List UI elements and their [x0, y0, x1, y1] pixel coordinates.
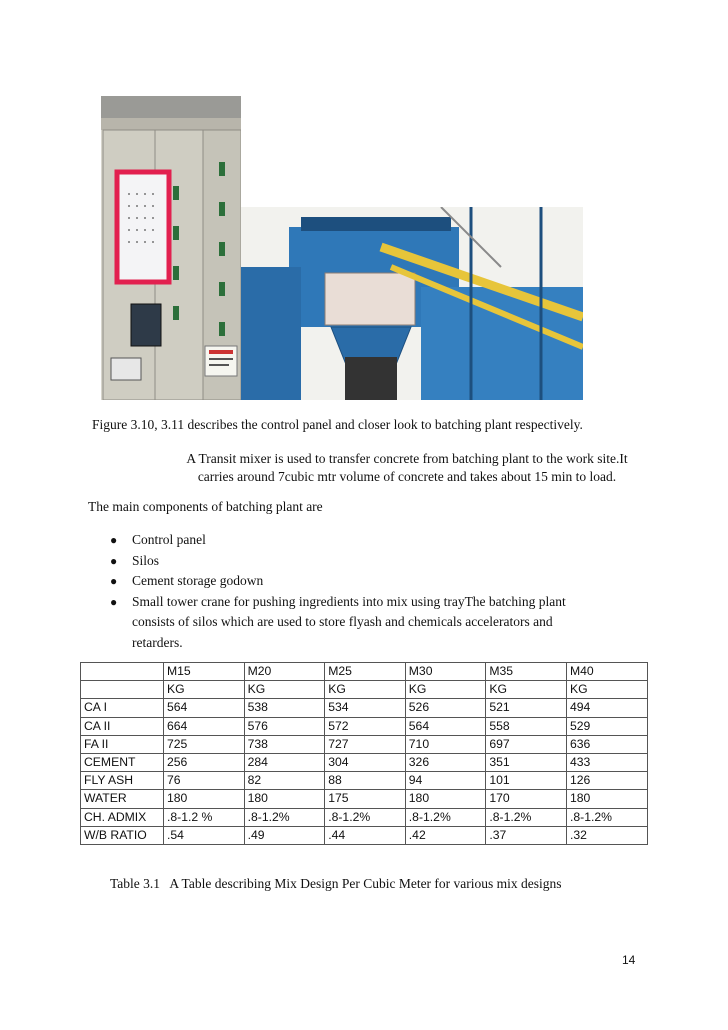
table-cell: 576: [244, 717, 325, 735]
header-cell: M20: [244, 663, 325, 681]
table-cell: .49: [244, 826, 325, 844]
table-cell: WATER: [81, 790, 164, 808]
table-cell: 126: [566, 772, 647, 790]
table-cell: 326: [405, 753, 486, 771]
table-header-row: [81, 663, 648, 681]
table-cell: 180: [405, 790, 486, 808]
table-cell: .54: [164, 826, 245, 844]
list-item: [110, 551, 610, 572]
table-cell: 180: [566, 790, 647, 808]
table-cell: W/B RATIO: [81, 826, 164, 844]
table-cell: 534: [325, 699, 406, 717]
bullet-icon: ●: [110, 533, 118, 547]
header-cell: M35: [486, 663, 567, 681]
table-cell: 521: [486, 699, 567, 717]
table-cell: 697: [486, 735, 567, 753]
table-cell: 175: [325, 790, 406, 808]
batching-plant-photo: [241, 207, 583, 400]
table-cell: .8-1.2%: [486, 808, 567, 826]
table-cell: 664: [164, 717, 245, 735]
bullet-icon: ●: [110, 574, 118, 588]
table-cell: 727: [325, 735, 406, 753]
batching-plant-illustration: [241, 207, 583, 400]
table-cell: 558: [486, 717, 567, 735]
table-cell: 82: [244, 772, 325, 790]
table-cell: 76: [164, 772, 245, 790]
table-cell: 284: [244, 753, 325, 771]
components-intro: The main components of batching plant are: [88, 499, 323, 514]
table-cell: FLY ASH: [81, 772, 164, 790]
table-cell: 494: [566, 699, 647, 717]
table-cell: 636: [566, 735, 647, 753]
table-cell: 572: [325, 717, 406, 735]
list-item-text: retarders.: [132, 634, 183, 650]
table-row: [81, 681, 648, 699]
table-caption: Table 3.1 A Table describing Mix Design Per Cubic Meter for various mix designs: [110, 876, 562, 891]
table-cell: [81, 681, 164, 699]
table-cell: .44: [325, 826, 406, 844]
table-cell: 538: [244, 699, 325, 717]
transit-mixer-paragraph: [147, 450, 667, 486]
table-cell: CA II: [81, 717, 164, 735]
table-cell: .8-1.2%: [566, 808, 647, 826]
header-cell: M25: [325, 663, 406, 681]
table-cell: 180: [164, 790, 245, 808]
table-cell: 526: [405, 699, 486, 717]
table-cell: 180: [244, 790, 325, 808]
table-cell: .8-1.2 %: [164, 808, 245, 826]
table-cell: 710: [405, 735, 486, 753]
table-row: [81, 826, 648, 844]
table-row: [81, 699, 648, 717]
table-cell: CEMENT: [81, 753, 164, 771]
figure-caption: Figure 3.10, 3.11 describes the control panel and closer look to batching plant respectively.: [92, 417, 583, 432]
table-cell: KG: [244, 681, 325, 699]
table-cell: FA II: [81, 735, 164, 753]
header-cell: [81, 663, 164, 681]
header-cell: M30: [405, 663, 486, 681]
table-row: [81, 753, 648, 771]
list-item-text: Cement storage godown: [132, 573, 264, 588]
list-item: [110, 530, 610, 551]
table-cell: .32: [566, 826, 647, 844]
table-cell: KG: [486, 681, 567, 699]
table-cell: 256: [164, 753, 245, 771]
table-cell: .8-1.2%: [244, 808, 325, 826]
page-number: 14: [622, 953, 636, 967]
mix-design-table: [80, 662, 648, 845]
table-cell: KG: [325, 681, 406, 699]
table-row: [81, 808, 648, 826]
table-cell: 529: [566, 717, 647, 735]
table-cell: .42: [405, 826, 486, 844]
table-cell: 725: [164, 735, 245, 753]
table-cell: 94: [405, 772, 486, 790]
control-panel-illustration: [101, 96, 241, 400]
list-item-text: Small tower crane for pushing ingredients into mix using trayThe batching plant: [132, 593, 566, 609]
table-cell: KG: [164, 681, 245, 699]
bullet-icon: ●: [110, 553, 118, 568]
table-row: [81, 735, 648, 753]
table-cell: 433: [566, 753, 647, 771]
table-cell: 564: [405, 717, 486, 735]
components-list: [110, 530, 610, 653]
table-cell: CH. ADMIX: [81, 808, 164, 826]
table-cell: 170: [486, 790, 567, 808]
table-cell: KG: [566, 681, 647, 699]
table-row: [81, 772, 648, 790]
table-cell: .8-1.2%: [325, 808, 406, 826]
bullet-icon: ●: [110, 594, 118, 609]
list-item-text: Silos: [132, 552, 160, 568]
table-cell: 564: [164, 699, 245, 717]
header-cell: M15: [164, 663, 245, 681]
header-cell: M40: [566, 663, 647, 681]
list-item-text: consists of silos which are used to store flyash and chemicals accelerators and: [132, 614, 553, 629]
table-cell: 738: [244, 735, 325, 753]
list-item-text: Control panel: [132, 532, 206, 547]
control-panel-photo: [101, 96, 241, 400]
paragraph-line: A Transit mixer is used to transfer concrete from batching plant to the work site.It: [186, 451, 628, 466]
list-item: [110, 571, 610, 592]
table-cell: 101: [486, 772, 567, 790]
table-cell: KG: [405, 681, 486, 699]
table-row: [81, 790, 648, 808]
table-cell: 304: [325, 753, 406, 771]
list-item: [110, 592, 610, 654]
table-cell: .8-1.2%: [405, 808, 486, 826]
table-cell: 88: [325, 772, 406, 790]
table-row: [81, 717, 648, 735]
paragraph-line: carries around 7cubic mtr volume of concrete and takes about 15 min to load.: [197, 469, 617, 484]
table-cell: .37: [486, 826, 567, 844]
table-cell: CA I: [81, 699, 164, 717]
table-cell: 351: [486, 753, 567, 771]
